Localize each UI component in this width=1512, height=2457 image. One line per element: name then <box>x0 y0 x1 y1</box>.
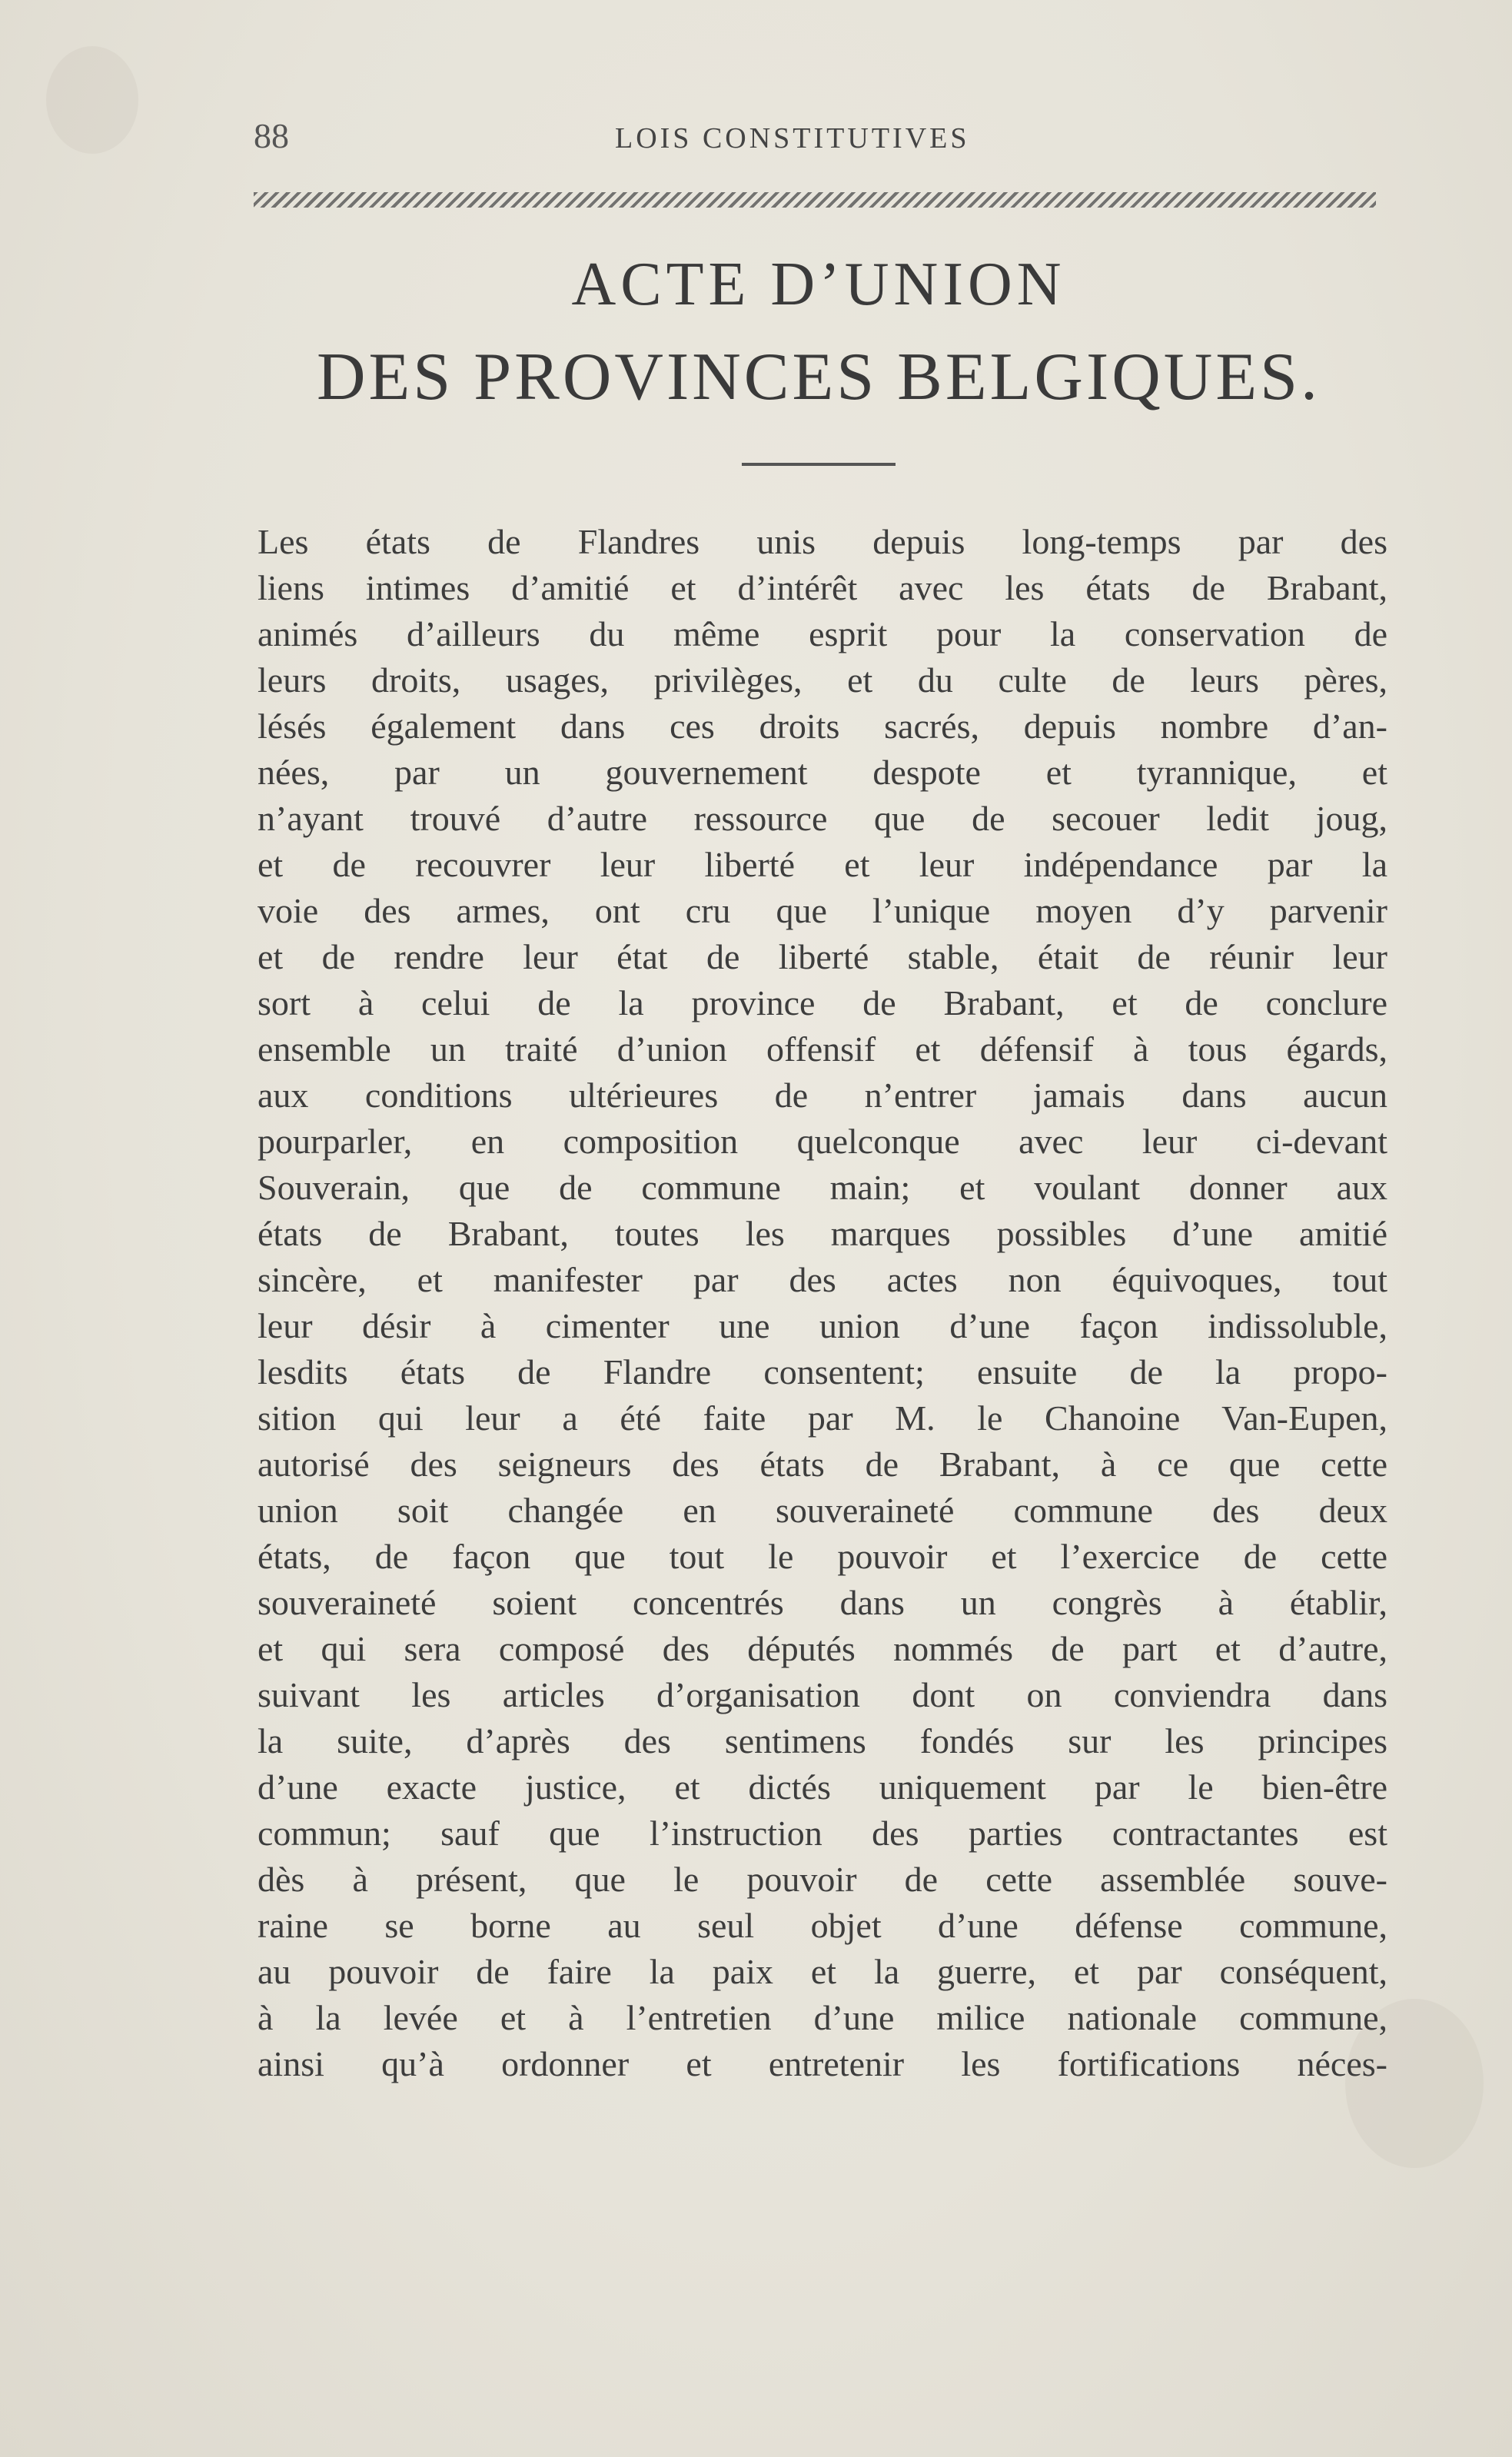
page-number: 88 <box>254 116 289 155</box>
text-line: union soit changée en souveraineté commune des deux <box>258 1491 1387 1530</box>
text-line: voie des armes, ont cru que l’unique moyen d’y parvenir <box>258 891 1387 930</box>
text-line: et de rendre leur état de liberté stable, était de réunir leur <box>258 937 1387 976</box>
running-head <box>254 115 1384 177</box>
ornamental-rule <box>254 192 1376 208</box>
text-line: dès à présent, que le pouvoir de cette assemblée souve- <box>258 1860 1387 1899</box>
text-line: sincère, et manifester par des actes non équivoques, tout <box>258 1260 1387 1299</box>
text-line: nées, par un gouvernement despote et tyrannique, et <box>258 753 1387 792</box>
text-line: lésés également dans ces droits sacrés, depuis nombre d’an- <box>258 707 1387 746</box>
text-line: souveraineté soient concentrés dans un congrès à établir, <box>258 1583 1387 1622</box>
text-line: aux conditions ultérieures de n’entrer jamais dans aucun <box>258 1076 1387 1115</box>
text-line: suivant les articles d’organisation dont on conviendra dans <box>258 1675 1387 1714</box>
text-line: et de recouvrer leur liberté et leur indépendance par la <box>258 845 1387 884</box>
paper-stain <box>46 46 138 154</box>
text-line: états, de façon que tout le pouvoir et l’exercice de cette <box>258 1537 1387 1576</box>
text-line: ensemble un traité d’union offensif et défensif à tous égards, <box>258 1029 1387 1069</box>
text-line: n’ayant trouvé d’autre ressource que de secouer ledit joug, <box>258 799 1387 838</box>
text-line: leur désir à cimenter une union d’une façon indissoluble, <box>258 1306 1387 1345</box>
text-line: d’une exacte justice, et dictés uniquement par le bien-être <box>258 1767 1387 1807</box>
text-line: la suite, d’après des sentimens fondés sur les principes <box>258 1721 1387 1760</box>
text-line: sition qui leur a été faite par M. le Chanoine Van-Eupen, <box>258 1398 1387 1438</box>
text-line: commun; sauf que l’instruction des parties contractantes est <box>258 1814 1387 1853</box>
text-line: liens intimes d’amitié et d’intérêt avec les états de Brabant, <box>258 568 1387 607</box>
text-line: pourparler, en composition quelconque avec leur ci-devant <box>258 1122 1387 1161</box>
text-line: lesdits états de Flandre consentent; ensuite de la propo- <box>258 1352 1387 1391</box>
text-line: à la levée et à l’entretien d’une milice nationale commune, <box>258 1998 1387 2037</box>
text-line: leurs droits, usages, privilèges, et du culte de leurs pères, <box>258 660 1387 700</box>
title-divider <box>742 463 896 466</box>
text-line: états de Brabant, toutes les marques possibles d’une amitié <box>258 1214 1387 1253</box>
text-line: et qui sera composé des députés nommés de part et d’autre, <box>258 1629 1387 1668</box>
text-line: Souverain, que de commune main; et voulant donner aux <box>258 1168 1387 1207</box>
running-title: LOIS CONSTITUTIVES <box>615 122 970 155</box>
text-line: raine se borne au seul objet d’une défense commune, <box>258 1906 1387 1945</box>
text-line: autorisé des seigneurs des états de Brabant, à ce que cette <box>258 1445 1387 1484</box>
text-line: animés d’ailleurs du même esprit pour la conservation de <box>258 614 1387 653</box>
title-line-1: ACTE D’UNION <box>571 251 1066 318</box>
text-line: ainsi qu’à ordonner et entretenir les fortifications néces- <box>258 2044 1387 2083</box>
text-line: sort à celui de la province de Brabant, et de conclure <box>258 983 1387 1022</box>
text-line: Les états de Flandres unis depuis long-temps par des <box>258 522 1387 561</box>
body-paragraph <box>258 519 1387 2087</box>
text-line: au pouvoir de faire la paix et la guerre, et par conséquent, <box>258 1952 1387 1991</box>
title-line-2: DES PROVINCES BELGIQUES. <box>316 340 1321 414</box>
